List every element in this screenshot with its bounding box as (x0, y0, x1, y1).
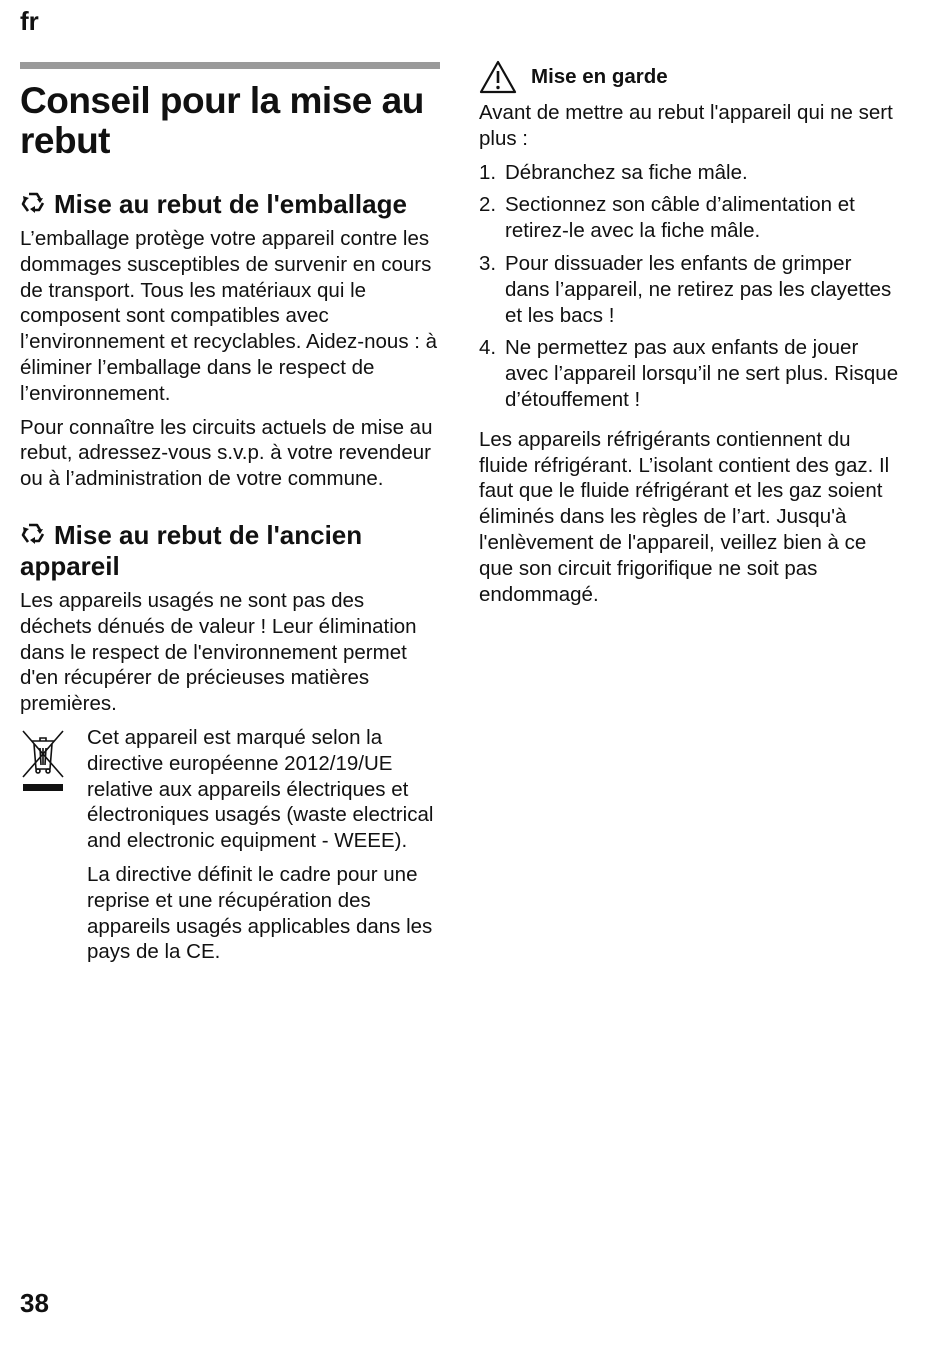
list-item (479, 251, 899, 328)
right-column (479, 60, 899, 615)
step-number: 2. (479, 193, 497, 217)
step-text: Ne permettez pas aux enfants de jouer avec l’appareil lorsqu’il ne sert plus. Risque d’étouffement ! (505, 336, 899, 411)
old-appliance-heading (20, 520, 440, 582)
warning-heading-text: Mise en garde (531, 65, 668, 88)
step-text: Débranchez sa fiche mâle. (505, 160, 748, 184)
step-number: 4. (479, 336, 497, 360)
list-item (479, 160, 899, 186)
packaging-paragraph-2: Pour connaître les circuits actuels de mise au rebut, adressez-vous s.v.p. à votre revendeur ou à l’administration de votre commune. (20, 415, 433, 491)
packaging-heading (20, 189, 440, 220)
step-text: Sectionnez son câble d’alimentation et retirez-le avec la fiche mâle. (505, 193, 855, 243)
recycle-icon (20, 190, 46, 216)
recycle-icon (20, 521, 46, 547)
warning-steps (479, 160, 899, 413)
warning-triangle-icon (479, 60, 517, 94)
list-item (479, 192, 899, 244)
page-number: 38 (20, 1288, 49, 1318)
weee-block (20, 725, 440, 965)
language-code: fr (20, 6, 39, 36)
title-rule (20, 62, 440, 69)
refrigerant-paragraph: Les appareils réfrigérants contiennent du fluide réfrigérant. L’isolant contient des gaz. Il faut que le fluide réfrigérant et les gaz soient éliminés dans les règles de l’art. Jusqu'à l'enlèvement de l'appareil, veillez bien à ce que son circuit frigorifique ne soit pas endommagé. (479, 427, 890, 606)
packaging-heading-text: Mise au rebut de l'emballage (54, 189, 407, 219)
old-appliance-paragraph: Les appareils usagés ne sont pas des déchets dénués de valeur ! Leur élimination dans le respect de l'environnement permet d'en récupérer de précieuses matières premières. (20, 588, 417, 716)
list-item (479, 335, 899, 412)
step-text: Pour dissuader les enfants de grimper dans l’appareil, ne retirez pas les clayettes et les bacs ! (505, 251, 892, 327)
weee-paragraph-1: Cet appareil est marqué selon la directive européenne 2012/19/UE relative aux appareils électriques et électroniques usagés (waste electrical and electronic equipment - WEEE). (87, 725, 434, 853)
left-column (20, 62, 440, 973)
page-title: Conseil pour la mise au rebut (20, 80, 424, 161)
weee-paragraph-2: La directive définit le cadre pour une reprise et une récupération des appareils usagés applicables dans les pays de la CE. (87, 862, 433, 964)
old-appliance-heading-text: Mise au rebut de l'ancien appareil (20, 519, 363, 581)
step-number: 3. (479, 251, 497, 275)
crossed-bin-icon (20, 729, 66, 793)
warning-heading (479, 60, 899, 94)
warning-intro: Avant de mettre au rebut l'appareil qui ne sert plus : (479, 101, 893, 150)
step-number: 1. (479, 160, 497, 184)
packaging-paragraph-1: L’emballage protège votre appareil contre les dommages susceptibles de survenir en cours de transport. Tous les matériaux qui le composent sont compatibles avec l’environnement et recyclables. Aidez-nous : à éliminer l’emballage dans le respect de l’environnement. (20, 227, 438, 405)
